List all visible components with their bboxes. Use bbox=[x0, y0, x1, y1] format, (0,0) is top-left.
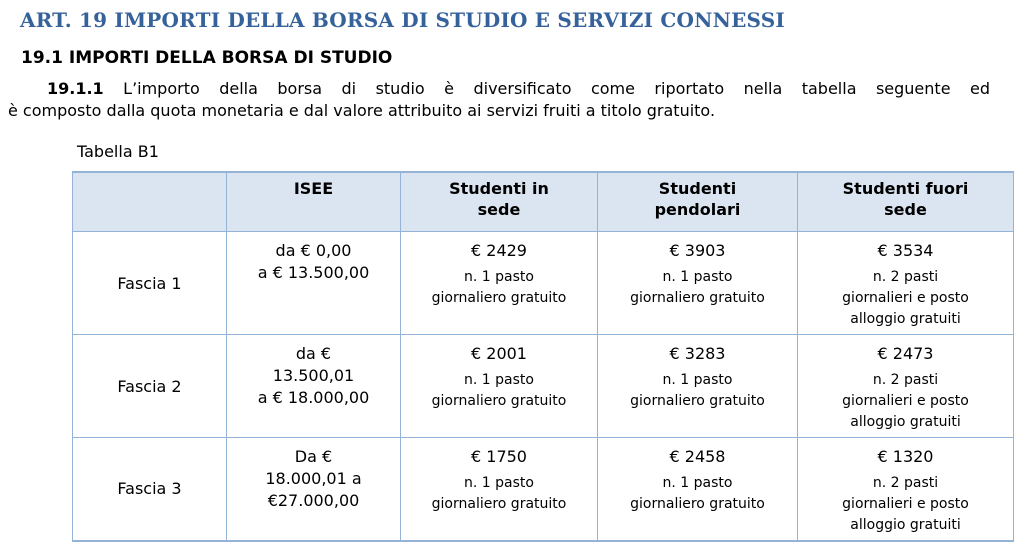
amount-note: n. 2 pasti giornalieri e posto alloggio gratuiti bbox=[842, 372, 969, 430]
header-cell-empty bbox=[73, 172, 227, 232]
isee-range: da € 13.500,01 a € 18.000,00 bbox=[257, 344, 370, 407]
isee-range: da € 0,00 a € 13.500,00 bbox=[257, 241, 370, 282]
amount-value: € 1750 bbox=[471, 447, 527, 466]
isee-range-cell bbox=[227, 232, 401, 335]
amount-value: € 2429 bbox=[471, 241, 527, 260]
scholarship-amounts-table bbox=[72, 171, 1014, 542]
fascia-label: Fascia 1 bbox=[73, 232, 227, 335]
amount-note: n. 1 pasto giornaliero gratuito bbox=[431, 372, 567, 409]
amount-note: n. 1 pasto giornaliero gratuito bbox=[630, 372, 765, 409]
header-cell-studenti-pendolari: Studenti pendolari bbox=[598, 172, 798, 232]
amount-note: n. 2 pasti giornalieri e posto alloggio gratuiti bbox=[842, 269, 969, 327]
header-cell-isee: ISEE bbox=[227, 172, 401, 232]
amount-value: € 3283 bbox=[669, 344, 726, 363]
table-row-fascia-1 bbox=[73, 232, 1014, 335]
amount-cell-pendolari bbox=[598, 335, 798, 438]
article-title: ART. 19 IMPORTI DELLA BORSA DI STUDIO E SERVIZI CONNESSI bbox=[20, 8, 785, 32]
amount-note: n. 1 pasto giornaliero gratuito bbox=[630, 269, 765, 306]
amount-cell-pendolari bbox=[598, 232, 798, 335]
paragraph-line-1-text: L’importo della borsa di studio è diversificato come riportato nella tabella seguente ed bbox=[103, 79, 990, 98]
paragraph-number: 19.1.1 bbox=[47, 79, 104, 98]
amount-value: € 2458 bbox=[669, 447, 726, 466]
table-caption: Tabella B1 bbox=[77, 142, 159, 161]
amount-note: n. 1 pasto giornaliero gratuito bbox=[630, 475, 765, 512]
fascia-label: Fascia 3 bbox=[73, 438, 227, 541]
table-header-row bbox=[73, 172, 1014, 232]
amount-value: € 2473 bbox=[877, 344, 934, 363]
amount-cell-pendolari bbox=[598, 438, 798, 541]
paragraph-line-1 bbox=[8, 78, 990, 100]
amount-value: € 3903 bbox=[669, 241, 726, 260]
header-cell-studenti-in-sede: Studenti in sede bbox=[401, 172, 598, 232]
amount-cell-in-sede bbox=[401, 335, 598, 438]
isee-range-cell bbox=[227, 438, 401, 541]
amount-cell-fuori-sede bbox=[798, 335, 1014, 438]
amount-cell-fuori-sede bbox=[798, 438, 1014, 541]
amount-cell-in-sede bbox=[401, 232, 598, 335]
table-row-fascia-3 bbox=[73, 438, 1014, 541]
amount-note: n. 1 pasto giornaliero gratuito bbox=[431, 475, 567, 512]
intro-paragraph bbox=[8, 78, 990, 122]
fascia-label: Fascia 2 bbox=[73, 335, 227, 438]
table-row-fascia-2 bbox=[73, 335, 1014, 438]
amount-cell-fuori-sede bbox=[798, 232, 1014, 335]
section-heading: 19.1 IMPORTI DELLA BORSA DI STUDIO bbox=[21, 48, 393, 68]
amount-value: € 2001 bbox=[471, 344, 527, 363]
amount-note: n. 2 pasti giornalieri e posto alloggio gratuiti bbox=[842, 475, 969, 533]
paragraph-line-2: è composto dalla quota monetaria e dal valore attribuito ai servizi fruiti a titolo gratuito. bbox=[8, 101, 716, 120]
header-cell-studenti-fuori-sede: Studenti fuori sede bbox=[798, 172, 1014, 232]
isee-range: Da € 18.000,01 a €27.000,00 bbox=[265, 447, 362, 510]
isee-range-cell bbox=[227, 335, 401, 438]
amount-value: € 1320 bbox=[877, 447, 934, 466]
amount-note: n. 1 pasto giornaliero gratuito bbox=[431, 269, 567, 306]
amount-value: € 3534 bbox=[877, 241, 934, 260]
amount-cell-in-sede bbox=[401, 438, 598, 541]
